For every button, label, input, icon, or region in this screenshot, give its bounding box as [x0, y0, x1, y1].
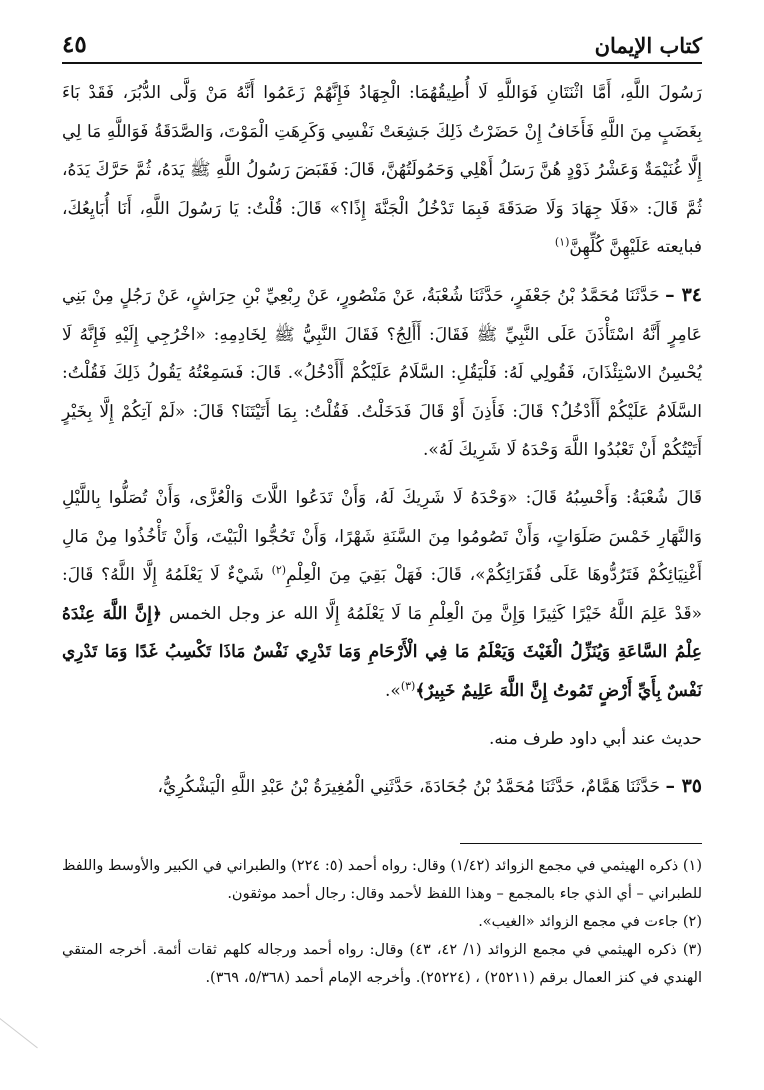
text-segment: شَيْءٌ لَا يَعْلَمُهُ إِلَّا اللَّهُ؟ قَالَ: «قَدْ عَلِمَ اللَّهُ خَيْرًا كَثِيرًا وَإِنَّ مِنَ الْعِلْمِ مَا لَا يَعْلَمُهُ إِلَّا الله عز وجل الخمس: [62, 565, 702, 624]
text-segment: ».: [385, 680, 401, 701]
footnote-reference: (١): [554, 235, 570, 249]
footnote: (١) ذكره الهيثمي في مجمع الزوائد (١/٤٢) وقال: رواه أحمد (٥: ٢٢٤) والطبراني في الكبير والأوسط واللفظ للطبراني – أي الذي جاء بالمجمع – وهذا اللفظ لأحمد وقال: رجال أحمد موثقون.: [62, 858, 703, 902]
text-segment: قَالَ شُعْبَةُ: وَأَحْسِبُهُ قَالَ: «وَحْدَهُ لَا شَرِيكَ لَهُ، وَأَنْ تَدَعُوا اللَّاتَ وَالْعُزَّى، وَأَنْ تُصَلُّوا بِاللَّيْلِ وَالنَّهَارِ خَمْسَ صَلَوَاتٍ، وَأَنْ تَصُومُوا مِنَ السَّنَةِ شَهْرًا، وَأَنْ تَحُجُّوا الْبَيْتَ، وَأَنْ تَأْخُذُوا مِنْ مَالِ أَغْنِيَائِكُمْ فَتَرُدُّوهَا عَلَى فُقَرَائِكُمْ»، قَالَ: فَهَلْ بَقِيَ مِنَ الْعِلْمِ: [62, 487, 703, 586]
text-segment: رَسُولَ اللَّهِ، أَمَّا اثْنَتَانِ فَوَاللَّهِ لَا أُطِيقُهُمَا: الْجِهَادُ فَإِنَّهُمْ زَعَمُوا أَنَّهُ مَنْ وَلَّى الدُّبُرَ، فَقَدْ بَاءَ بِغَضَبٍ مِنَ اللَّهِ فَأَخَافُ إِنْ حَضَرْتُ ذَلِكَ جَشِعَتْ نَفْسِي وَكَرِهَتِ الْمَوْتَ، وَالصَّدَقَةُ فَوَاللَّهِ مَا لِي إِلَّا غُنَيْمَةٌ وَعَشْرُ ذَوْدٍ هُنَّ رَسَلُ أَهْلِي وَحَمُولَتُهُنَّ، قَالَ: فَقَبَضَ رَسُولُ اللَّهِ ﷺ يَدَهُ، ثُمَّ حَرَّكَ يَدَهُ، ثُمَّ قَالَ: «فَلَا جِهَادَ وَلَا صَدَقَةَ فَبِمَا تَدْخُلُ الْجَنَّةَ إِذًا؟» قَالَ: قُلْتُ: يَا رَسُولَ اللَّهِ، أَنَا أُبَايِعُكَ، فبايعته عَلَيْهِنَّ كُلِّهِنَّ: [62, 83, 702, 258]
header-rule: [62, 62, 702, 64]
footnote-reference: (٢): [271, 563, 287, 577]
text-segment: حَدَّثَنَا مُحَمَّدُ بْنُ جَعْفَرٍ، حَدَّثَنَا شُعْبَةُ، عَنْ مَنْصُورٍ، عَنْ رِبْعِيِّ بْنِ حِرَاشٍ، عَنْ رَجُلٍ مِنْ بَنِي عَامِرٍ أَنَّهُ اسْتَأْذَنَ عَلَى النَّبِيِّ ﷺ فَقَالَ: أَأَلِجُ؟ فَقَالَ النَّبِيُّ ﷺ لِخَادِمِهِ: «اخْرُجِي إِلَيْهِ فَإِنَّهُ لَا يُحْسِنُ الاسْتِئْذَانَ، فَقُولِي لَهُ: فَلْيَقُلِ: السَّلَامُ عَلَيْكُمْ أَأَدْخُلُ». قَالَ: فَسَمِعْتُهُ يَقُولُ ذَلِكَ فَقُلْتُ: السَّلَامُ عَلَيْكُمْ أَأَدْخُلُ؟ قَالَ: فَأَذِنَ أَوْ قَالَ فَدَخَلْتُ. فَقُلْتُ: بِمَا أَتَيْتَنَا؟ قَالَ: «لَمْ آتِكُمْ إِلَّا بِخَيْرٍ أَتَيْتُكُمْ أَنْ تَعْبُدُوا اللَّهَ وَحْدَهُ لَا شَرِيكَ لَهُ».: [62, 285, 702, 461]
text-segment: حديث عند أبي داود طرف منه.: [488, 728, 702, 749]
footnotes: [62, 852, 702, 992]
footnote: (٢) جاءت في مجمع الزوائد «الغيب».: [478, 914, 702, 930]
main-text: [62, 74, 702, 807]
footnote-reference: (٣): [400, 679, 416, 693]
text-segment: حَدَّثَنَا هَمَّامٌ، حَدَّثَنَا مُحَمَّدُ بْنُ جُحَادَةَ، حَدَّثَنِي الْمُغِيرَةُ بْنُ عَبْدِ اللَّهِ الْيَشْكُرِيُّ،: [157, 777, 666, 798]
text-paragraph: [62, 720, 702, 759]
book-title: كتاب الإيمان: [594, 33, 702, 58]
footnote: (٣) ذكره الهيثمي في مجمع الزوائد (١/ ٤٢، ٤٣) وقال: رواه أحمد ورجاله كلهم ثقات أئمة. أخرجه المتقي الهندي في كنز العمال برقم (٢٥٢١١) ، (٢٥٢٢٤). وأخرجه الإمام أحمد (٥/٣٦٨، ٣٦٩).: [62, 942, 702, 986]
hadith-number: ٣٥ –: [665, 775, 702, 798]
text-paragraph: [62, 767, 702, 807]
text-paragraph: [62, 74, 702, 267]
page-header: [62, 28, 702, 58]
footnote-separator: [460, 843, 702, 844]
page-number: ٤٥: [62, 31, 87, 58]
text-paragraph: [62, 276, 702, 470]
quran-verse: ﴿إِنَّ اللَّهَ عِنْدَهُ عِلْمُ السَّاعَةِ وَيُنَزِّلُ الْغَيْثَ وَيَعْلَمُ مَا فِي الْأَرْحَامِ وَمَا تَدْرِي نَفْسٌ مَاذَا تَكْسِبُ غَدًا وَمَا تَدْرِي نَفْسٌ بِأَيِّ أَرْضٍ تَمُوتُ إِنَّ اللَّهَ عَلِيمٌ خَبِيرٌ﴾: [62, 603, 702, 701]
hadith-number: ٣٤ –: [665, 283, 702, 306]
text-paragraph: [62, 479, 702, 711]
